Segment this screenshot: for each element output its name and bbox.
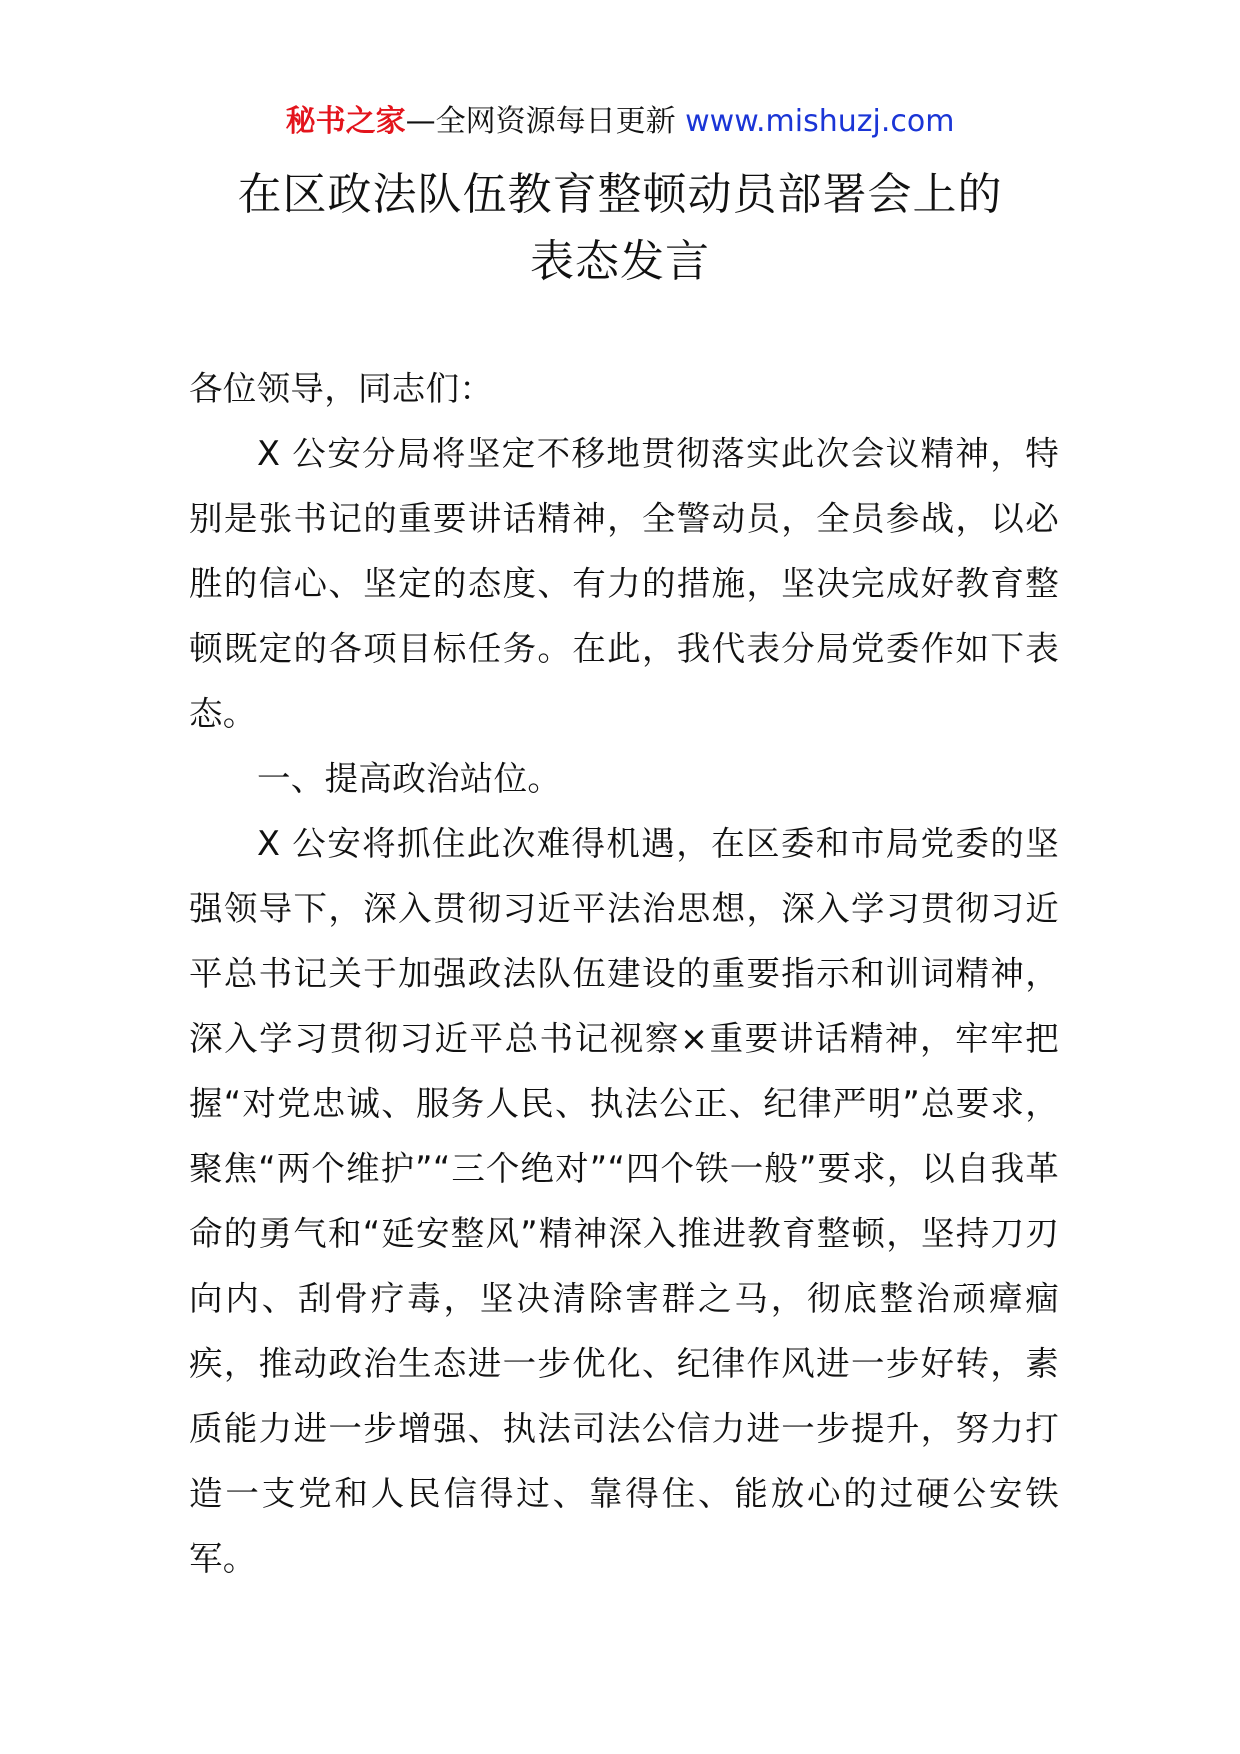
paragraph-section-1: X 公安将抓住此次难得机遇，在区委和市局党委的坚强领导下，深入贯彻习近平法治思想，深入学习贯彻习近平总书记关于加强政法队伍建设的重要指示和训词精神，深入学习贯彻习近平总书记视察×重要讲话精神，牢牢把握“对党忠诚、服务人民、执法公正、纪律严明”总要求，聚焦“两个维护”“三个绝对”“四个铁一般”要求，以自我革命的勇气和“延安整风”精神深入推进教育整顿，坚持刀刃向内、刮骨疗毒，坚决清除害群之马，彻底整治顽瘴痼疾，推动政治生态进一步优化、纪律作风进一步好转，素质能力进一步增强、执法司法公信力进一步提升，努力打造一支党和人民信得过、靠得住、能放心的过硬公安铁军。: [189, 824, 1059, 1578]
document-body: [189, 356, 1059, 1591]
document-title-line-1: 在区政法队伍教育整顿动员部署会上的: [237, 169, 1003, 220]
salutation: 各位领导，同志们：: [189, 369, 494, 408]
header-tagline: —全网资源每日更新: [405, 104, 686, 139]
header-site-link[interactable]: www.mishuzj.com: [685, 104, 955, 139]
document-title-line-2: 表态发言: [530, 236, 710, 287]
section-heading-1: 一、提高政治站位。: [257, 759, 562, 798]
paragraph-intro: X 公安分局将坚定不移地贯彻落实此次会议精神，特别是张书记的重要讲话精神，全警动员，全员参战，以必胜的信心、坚定的态度、有力的措施，坚决完成好教育整顿既定的各项目标任务。在此，我代表分局党委作如下表态。: [189, 434, 1059, 733]
header-brand: 秘书之家: [285, 104, 406, 139]
watermark-header: [0, 100, 1240, 144]
